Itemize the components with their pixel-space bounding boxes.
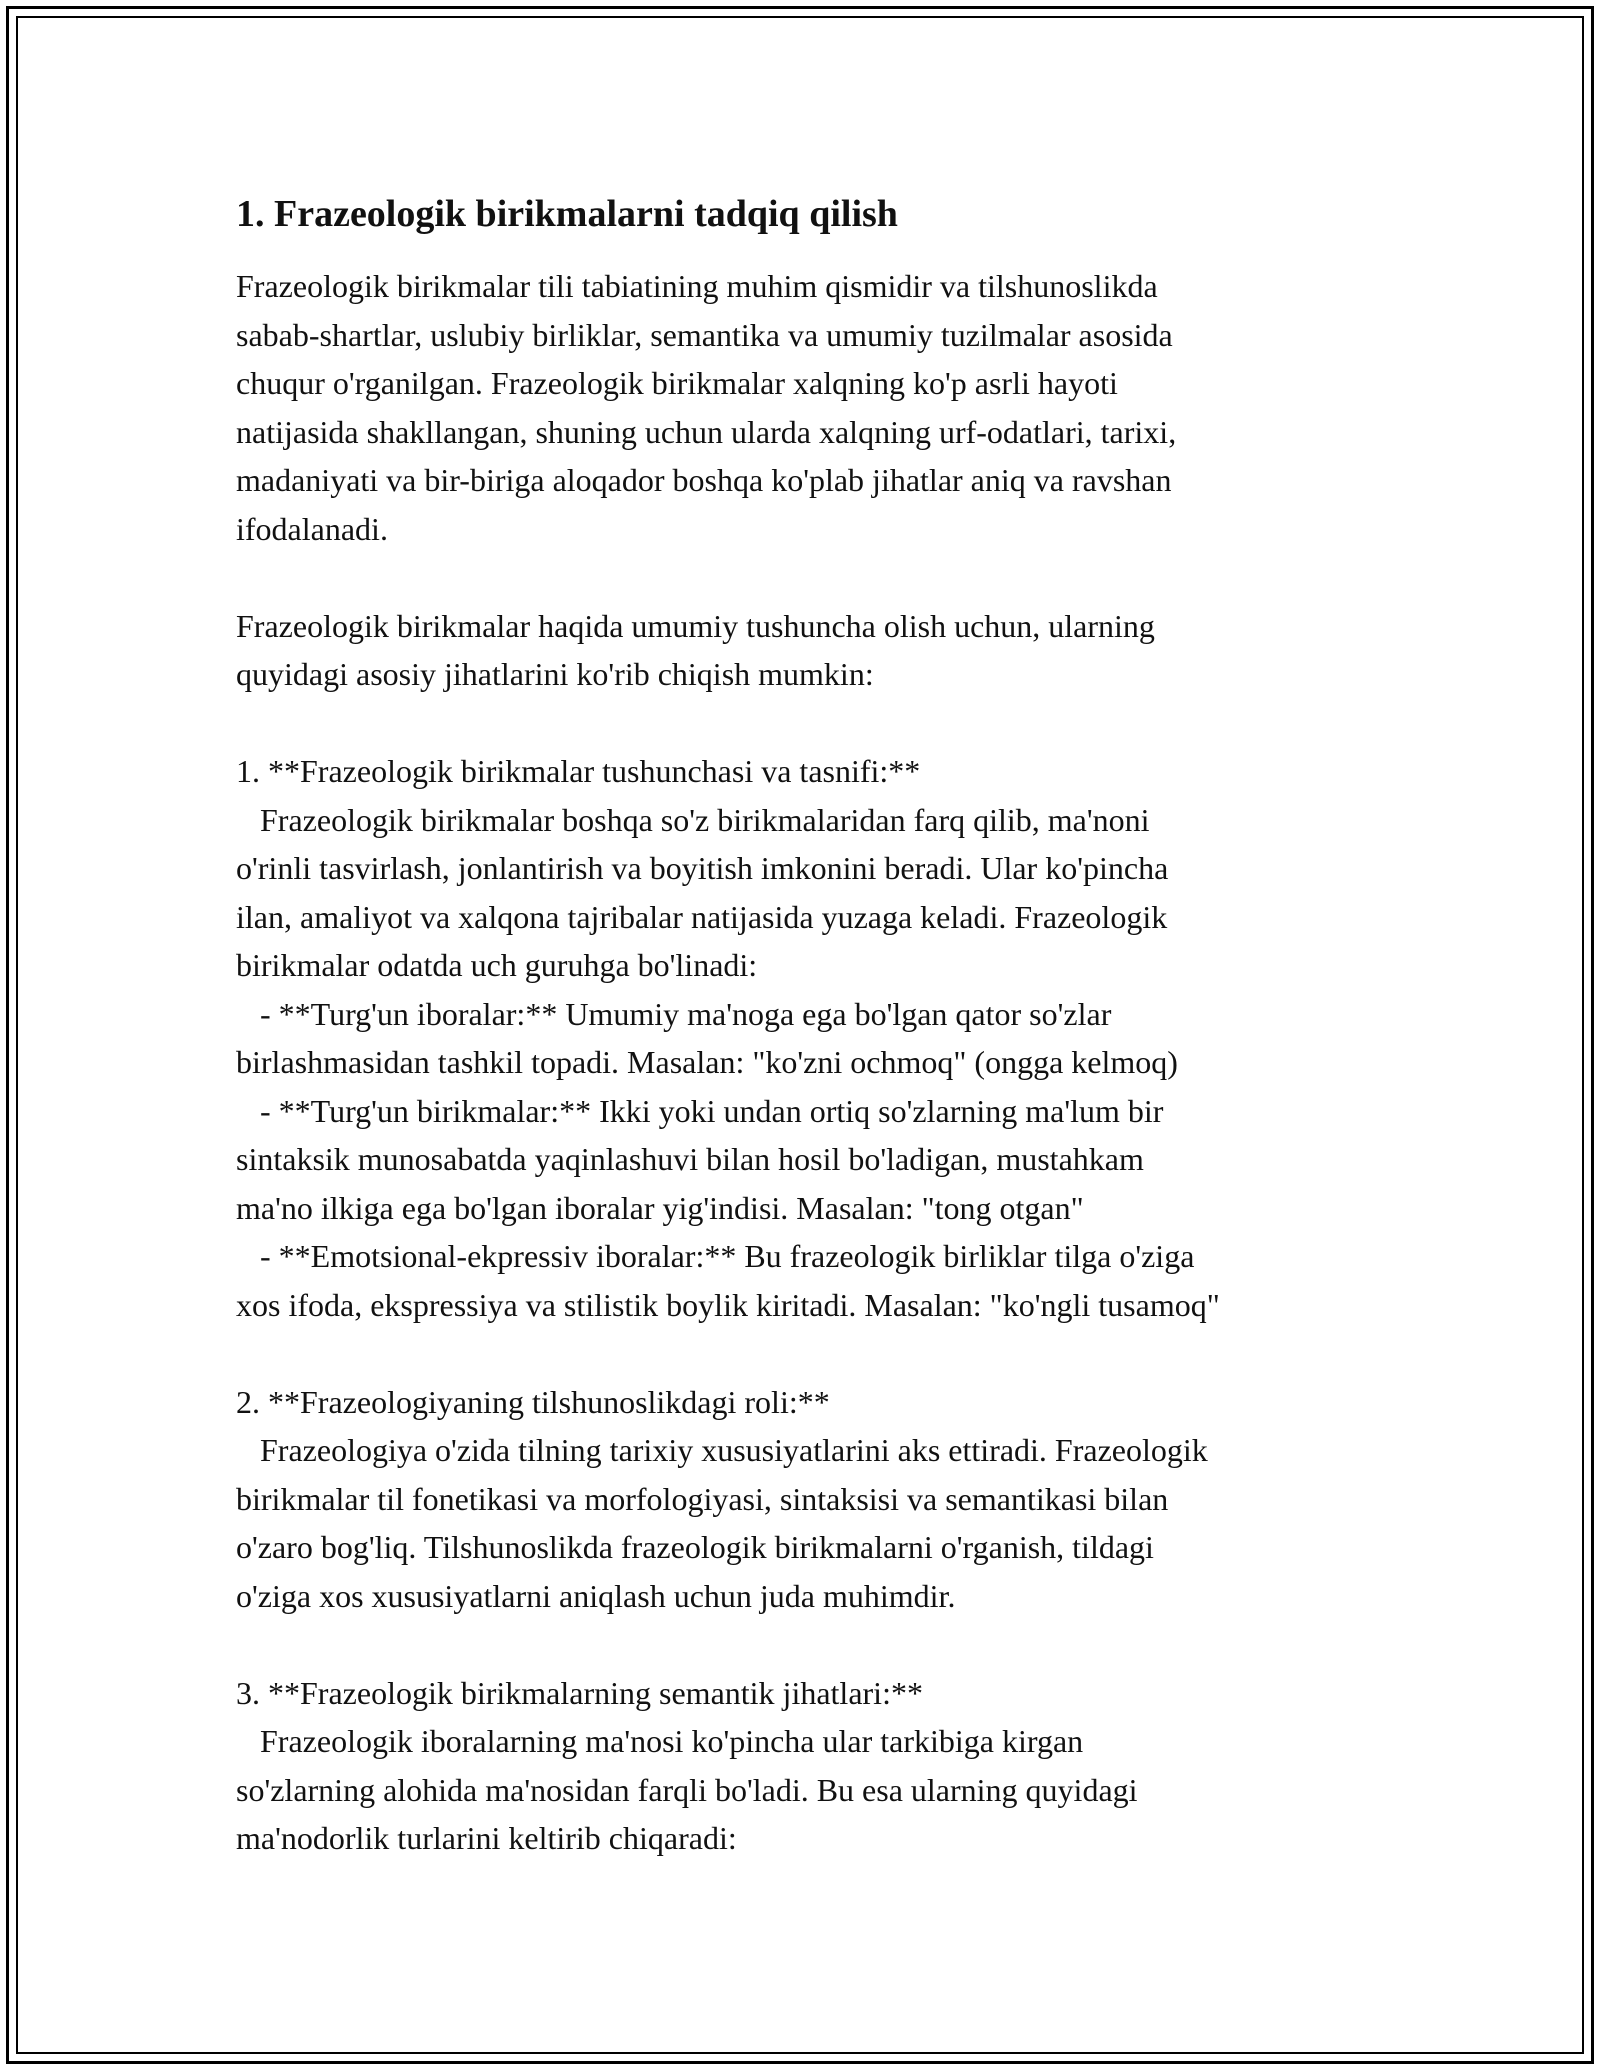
paragraph-gap bbox=[236, 553, 1416, 602]
paragraph-overview: Frazeologik birikmalar haqida umumiy tushuncha olish uchun, ularning quyidagi asosiy jihatlarini ko'rib chiqish mumkin: bbox=[236, 607, 1155, 692]
section-heading: 1. Frazeologik birikmalarni tadqiq qilish bbox=[236, 193, 898, 235]
document-body bbox=[236, 188, 1416, 1863]
paragraph-point-2: 2. **Frazeologiyaning tilshunoslikdagi roli:** Frazeologiya o'zida tilning tarixiy xususiyatlarini aks ettiradi. Frazeologik birikmalar til fonetikasi va morfologiyasi, sintaksisi va semantikasi bilan o'zaro bog'liq. Tilshunoslikda frazeologik birikmalarni o'rganish, tildagi o'ziga xos xususiyatlarni aniqlash uchun juda muhimdir. bbox=[236, 1383, 1208, 1614]
paragraph-point-1: 1. **Frazeologik birikmalar tushunchasi va tasnifi:** Frazeologik birikmalar boshqa so'z birikmalaridan farq qilib, ma'noni o'rinli tasvirlash, jonlantirish va boyitish imkonini beradi. Ular ko'pincha ilan, amaliyot va xalqona tajribalar natijasida yuzaga keladi. Frazeologik birikmalar odatda uch guruhga bo'linadi: - **Turg'un iboralar:** Umumiy ma'noga ega bo'lgan qator so'zlar birlashmasidan tashkil topadi. Masalan: "ko'zni ochmoq" (ongga kelmoq) - **Turg'un birikmalar:** Ikki yoki undan ortiq so'zlarning ma'lum bir sintaksik munosabatda yaqinlashuvi bilan hosil bo'ladigan, mustahkam ma'no ilkiga ega bo'lgan iboralar yig'indisi. Masalan: "tong otgan" - **Emotsional-ekpressiv iboralar:** Bu frazeologik birliklar tilga o'ziga xos ifoda, ekspressiya va stilistik boylik kiritadi. Masalan: "ko'ngli tusamoq" bbox=[236, 753, 1220, 1323]
paragraph-gap bbox=[236, 699, 1416, 748]
paragraph-point-3: 3. **Frazeologik birikmalarning semantik jihatlari:** Frazeologik iboralarning ma'nosi ko'pincha ular tarkibiga kirgan so'zlarning alohida ma'nosidan farqli bo'ladi. Bu esa ularning quyidagi ma'nodorlik turlarini keltirib chiqaradi: bbox=[236, 1674, 1138, 1856]
paragraph-gap bbox=[236, 1620, 1416, 1669]
paragraph-gap bbox=[236, 1329, 1416, 1378]
paragraph-intro: Frazeologik birikmalar tili tabiatining muhim qismidir va tilshunoslikda sabab-shartlar, uslubiy birliklar, semantika va umumiy tuzilmalar asosida chuqur o'rganilgan. Frazeologik birikmalar xalqning ko'p asrli hayoti natijasida shakllangan, shuning uchun ularda xalqning urf-odatlari, tarixi, madaniyati va bir-biriga aloqador boshqa ko'plab jihatlar aniq va ravshan ifodalanadi. bbox=[236, 268, 1177, 547]
